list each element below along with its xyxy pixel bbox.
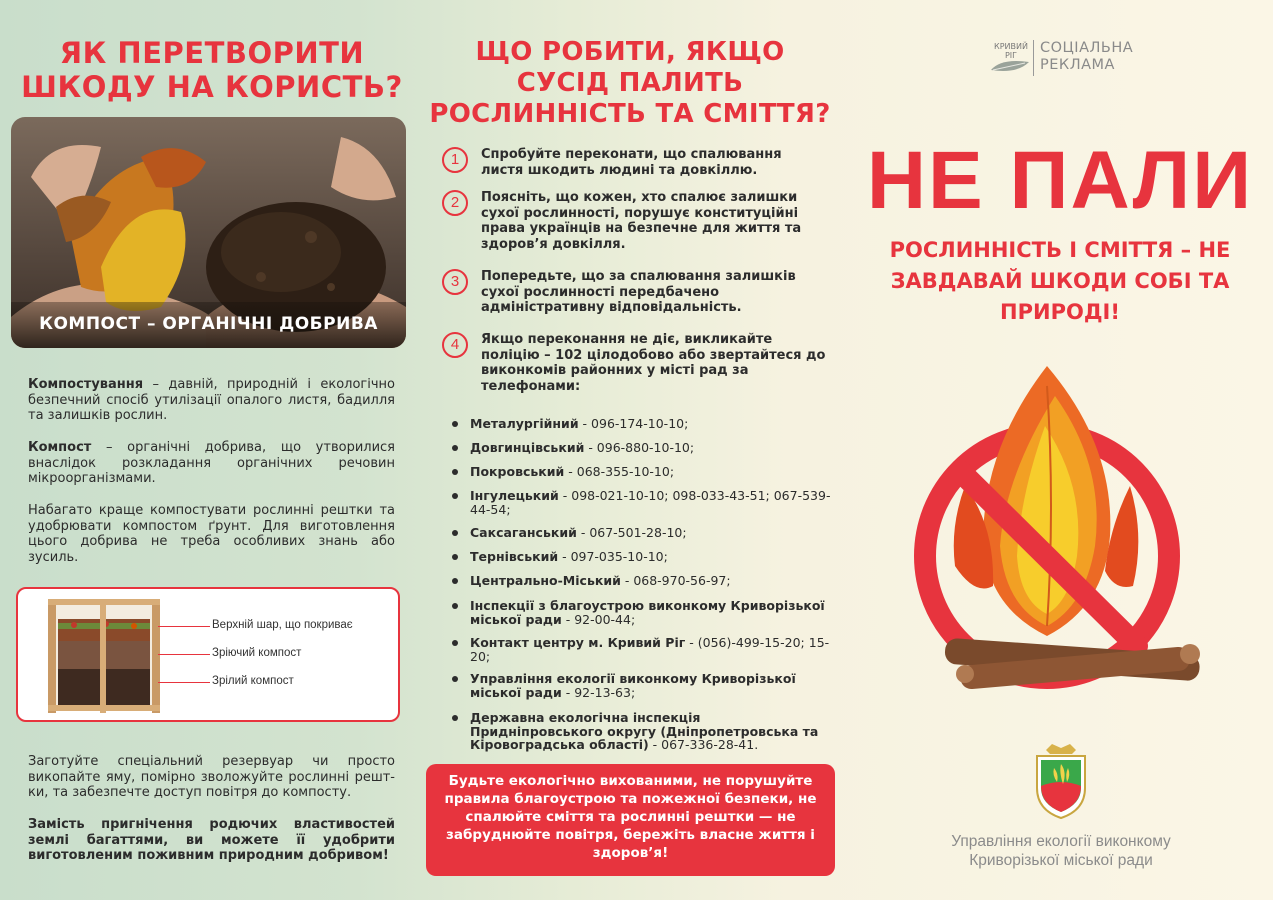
district-phone: - 92-13-63; [561, 684, 636, 700]
district-name: Інгулецький [470, 488, 559, 503]
compost-bin-illustration [44, 597, 164, 715]
eco-notice-box: Будьте екологічно вихованими, не порушуйте правила благоустрою та пожежної безпеки, не спалюйте сміття та рослинні рештки — не забруднюйте повітря, бережіть власне життя і здоров’я! [426, 764, 835, 876]
district-item [452, 465, 832, 479]
social-ad-logo [985, 40, 1155, 80]
compost-paragraph [28, 440, 395, 487]
step-number-1: 1 [442, 147, 468, 173]
district-phone: - 096-880-10-10; [584, 440, 695, 455]
logo-title-line-1: СОЦІАЛЬНА [1040, 40, 1134, 56]
step-text-3: Попередьте, що за спалювання залишків сухої рослинності передбачено адміністративну відповідальність. [481, 269, 796, 315]
layer-label-middle: Зріючий компост [212, 647, 302, 659]
compost-hands-photo [11, 117, 406, 348]
district-phone: - 067-336-28-41. [648, 737, 759, 752]
district-phone: - 068-970-56-97; [620, 573, 731, 588]
district-phone: - 067-501-28-10; [576, 525, 687, 540]
step-number-4: 4 [442, 332, 468, 358]
step-text-1: Спробуйте переконати, що спалювання листя шкодить людині та довкіллю. [481, 147, 782, 178]
middle-column-title: ЩО РОБИТИ, ЯКЩО СУСІД ПАЛИТЬ РОСЛИННІСТЬ ТА СМІТТЯ? [429, 37, 831, 129]
logo-city-name: КРИВИЙ РІГ [994, 42, 1028, 60]
district-item [452, 574, 832, 588]
layer-pointer-top [158, 626, 210, 627]
layer-pointer-middle [158, 654, 210, 655]
composting-term: Компостування [28, 377, 144, 392]
no-burning-sign [905, 356, 1205, 696]
district-item [452, 599, 832, 626]
district-phone: - 096-174-10-10; [578, 416, 689, 431]
district-name: Металургійний [470, 416, 579, 431]
layer-label-top: Верхній шар, що покриває [212, 619, 353, 631]
layer-pointer-bottom [158, 682, 210, 683]
district-phone: - 068-355-10-10; [564, 464, 675, 479]
district-name: Контакт центру м. Кривий Ріг [470, 635, 686, 650]
district-name: Державна екологічна інспекція Придніпровського округу (Дніпропетровська та Кіровоградська області) [470, 710, 819, 752]
logo-title [1040, 40, 1133, 74]
district-item [452, 526, 832, 540]
main-headline: НЕ ПАЛИ [866, 135, 1254, 226]
district-phone: - 098-021-10-10; 098-033-43-51; 067-539-44-54; [470, 488, 831, 517]
district-name: Управління екології виконкому Криворізької міської ради [470, 671, 796, 700]
district-item [452, 672, 832, 699]
compost-advice-paragraph: Набагато краще компостувати рослинні рештки та удобрювати компостом ґрунт. Для виготовлення цього добрива не треба особливих знань або зусиль. [28, 503, 395, 565]
logo-separator [1033, 40, 1034, 76]
step-text-4: Якщо переконання не діє, викликайте поліцію – 102 цілодобово або звертайтеся до виконкомів районних у місті рад за телефонами: [481, 332, 826, 394]
burning-leaves-prohibited-icon [905, 356, 1205, 696]
district-name: Довгинцівський [470, 440, 585, 455]
district-item [452, 636, 832, 663]
district-name: Центрально-Міський [470, 573, 621, 588]
district-phone: - (056)-499-15-20; 15-20; [470, 635, 830, 664]
district-item [452, 711, 832, 752]
compost-definition: – органічні добрива, що утворилися внаслідок розкладання органічних речовин мікроорганізмами. [28, 440, 395, 486]
layer-label-bottom: Зрілий компост [212, 675, 294, 687]
coat-of-arms-icon [1032, 742, 1090, 820]
logo-title-line-2: РЕКЛАМА [1040, 57, 1115, 73]
reservoir-paragraph: Заготуйте спеціальний резервуар чи просто викопайте яму, помірно зволожуйте рослинні рештки, та забезпечте доступ повітря до компосту. [28, 754, 395, 800]
district-name: Тернівський [470, 549, 559, 564]
step-number-2: 2 [442, 190, 468, 216]
photo-caption: КОМПОСТ – ОРГАНІЧНІ ДОБРИВА [11, 302, 406, 348]
city-coat-of-arms [1032, 742, 1090, 820]
district-phone: - 92-00-44; [561, 611, 636, 627]
district-item [452, 550, 832, 564]
step-number-3: 3 [442, 269, 468, 295]
compost-layers-diagram [16, 587, 400, 722]
department-name: Управління екології виконкому Криворізької міської ради [951, 833, 1171, 869]
step-text-2: Поясніть, що кожен, хто спалює залишки сухої рослинності, порушує конституційні права українців на безпечне для життя та здоров’я довкілля. [481, 190, 802, 252]
district-name: Покровський [470, 464, 565, 479]
district-name: Інспекції з благоустрою виконкому Криворізької міської ради [470, 598, 825, 627]
compost-term: Компост [28, 440, 92, 455]
composting-definition: – давній, природній і екологічно безпечний спосіб утилізації опалого листя, бадилля та залишків рослин. [28, 377, 395, 423]
district-item [452, 441, 832, 455]
leaf-logo-icon [989, 58, 1031, 74]
district-item [452, 417, 832, 431]
district-phone: - 097-035-10-10; [558, 549, 668, 564]
composting-paragraph [28, 377, 395, 424]
main-subheadline: РОСЛИННІСТЬ І СМІТТЯ – НЕ ЗАВДАВАЙ ШКОДИ СОБІ ТА ПРИРОДІ! [889, 238, 1231, 324]
left-column-title: ЯК ПЕРЕТВОРИТИ ШКОДУ НА КОРИСТЬ? [21, 36, 403, 104]
fertilize-paragraph: Замість пригнічення родючих властивостей землі багаттями, ви можете її удобрити виготовленим поживним природним добривом! [28, 817, 395, 863]
district-item [452, 489, 832, 516]
district-name: Саксаганський [470, 525, 577, 540]
